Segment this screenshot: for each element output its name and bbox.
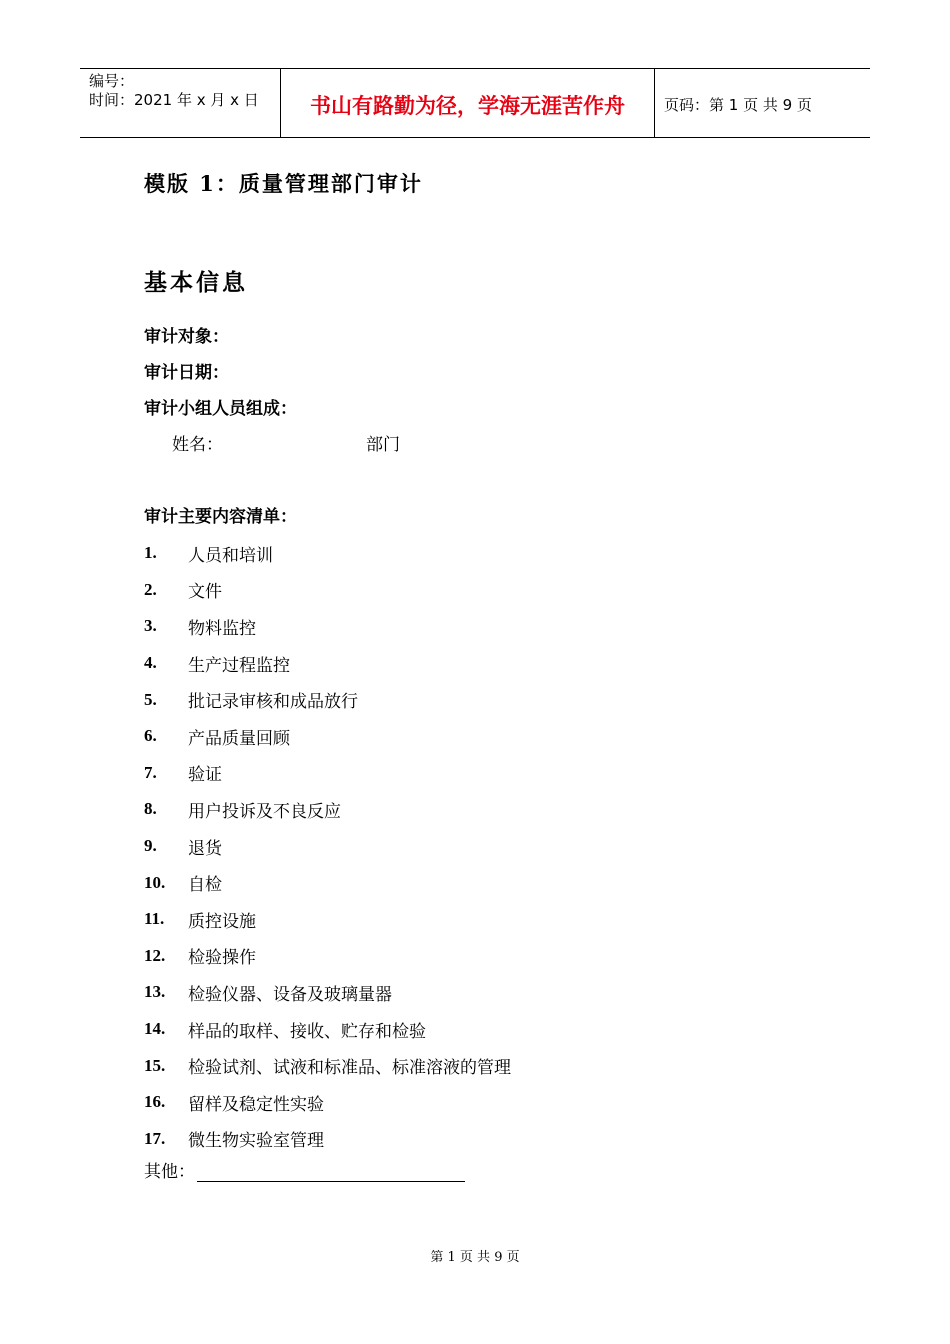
list-item xyxy=(144,535,511,572)
list-item-text: 产品质量回顾 xyxy=(188,728,290,749)
list-item xyxy=(144,901,511,938)
member-name-label: 姓名： xyxy=(172,435,223,455)
field-audit-date: 审计日期： xyxy=(144,363,229,383)
list-item xyxy=(144,974,511,1011)
audit-list-title: 审计主要内容清单： xyxy=(144,507,297,527)
list-item-text: 物料监控 xyxy=(188,618,256,639)
list-item-text: 文件 xyxy=(188,582,222,603)
document-title: 模版 1：质量管理部门审计 xyxy=(144,171,423,196)
header-page-info: 页码：第 1 页 共 9 页 xyxy=(664,96,812,114)
other-blank-line xyxy=(197,1163,465,1182)
list-item-number: 15. xyxy=(144,1055,166,1075)
list-item-number: 8. xyxy=(144,799,157,819)
list-item xyxy=(144,1084,511,1121)
list-item-number: 11. xyxy=(144,909,165,929)
list-item-text: 质控设施 xyxy=(188,911,256,932)
list-item xyxy=(144,1011,511,1048)
list-item-number: 6. xyxy=(144,726,157,746)
audit-content-list xyxy=(144,535,511,1157)
list-item xyxy=(144,1121,511,1158)
list-item xyxy=(144,572,511,609)
header-meta xyxy=(80,69,281,137)
list-item xyxy=(144,608,511,645)
field-audit-team: 审计小组人员组成： xyxy=(144,399,297,419)
list-item-number: 3. xyxy=(144,616,157,636)
header-slogan: 书山有路勤为径，学海无涯苦作舟 xyxy=(281,69,655,137)
list-item-number: 5. xyxy=(144,689,157,709)
list-item-number: 1. xyxy=(144,543,157,563)
section-title: 基本信息 xyxy=(144,269,248,296)
other-field xyxy=(144,1157,465,1182)
list-item-number: 17. xyxy=(144,1128,166,1148)
list-item-text: 微生物实验室管理 xyxy=(188,1131,324,1152)
list-item-number: 13. xyxy=(144,982,166,1002)
member-dept-label: 部门 xyxy=(366,435,400,455)
list-item-number: 10. xyxy=(144,872,166,892)
list-item-number: 16. xyxy=(144,1092,166,1112)
page-header xyxy=(80,68,870,138)
list-item-number: 12. xyxy=(144,945,166,965)
list-item-number: 7. xyxy=(144,762,157,782)
list-item-text: 检验仪器、设备及玻璃量器 xyxy=(188,984,392,1005)
list-item xyxy=(144,718,511,755)
list-item-text: 生产过程监控 xyxy=(188,655,290,676)
field-audit-target: 审计对象： xyxy=(144,327,229,347)
list-item xyxy=(144,828,511,865)
list-item-text: 检验操作 xyxy=(188,948,256,969)
list-item-number: 9. xyxy=(144,836,157,856)
header-time-label: 时间：2021 年 x 月 x 日 xyxy=(89,91,259,109)
list-item xyxy=(144,938,511,975)
list-item-text: 样品的取样、接收、贮存和检验 xyxy=(188,1021,426,1042)
page-footer: 第 1 页 共 9 页 xyxy=(430,1250,520,1265)
list-item xyxy=(144,1047,511,1084)
list-item-text: 留样及稳定性实验 xyxy=(188,1094,324,1115)
list-item-number: 2. xyxy=(144,579,157,599)
list-item xyxy=(144,864,511,901)
list-item-text: 自检 xyxy=(188,875,222,896)
other-label: 其他： xyxy=(144,1162,195,1182)
list-item-number: 14. xyxy=(144,1019,166,1039)
list-item xyxy=(144,645,511,682)
list-item xyxy=(144,681,511,718)
list-item xyxy=(144,791,511,828)
list-item-text: 用户投诉及不良反应 xyxy=(188,801,341,822)
list-item-text: 验证 xyxy=(188,765,222,786)
list-item-text: 退货 xyxy=(188,838,222,859)
list-item-text: 批记录审核和成品放行 xyxy=(188,692,358,713)
list-item-text: 人员和培训 xyxy=(188,545,273,566)
header-number-label: 编号： xyxy=(89,72,135,90)
list-item-text: 检验试剂、试液和标准品、标准溶液的管理 xyxy=(188,1058,511,1079)
list-item-number: 4. xyxy=(144,653,157,673)
list-item xyxy=(144,755,511,792)
